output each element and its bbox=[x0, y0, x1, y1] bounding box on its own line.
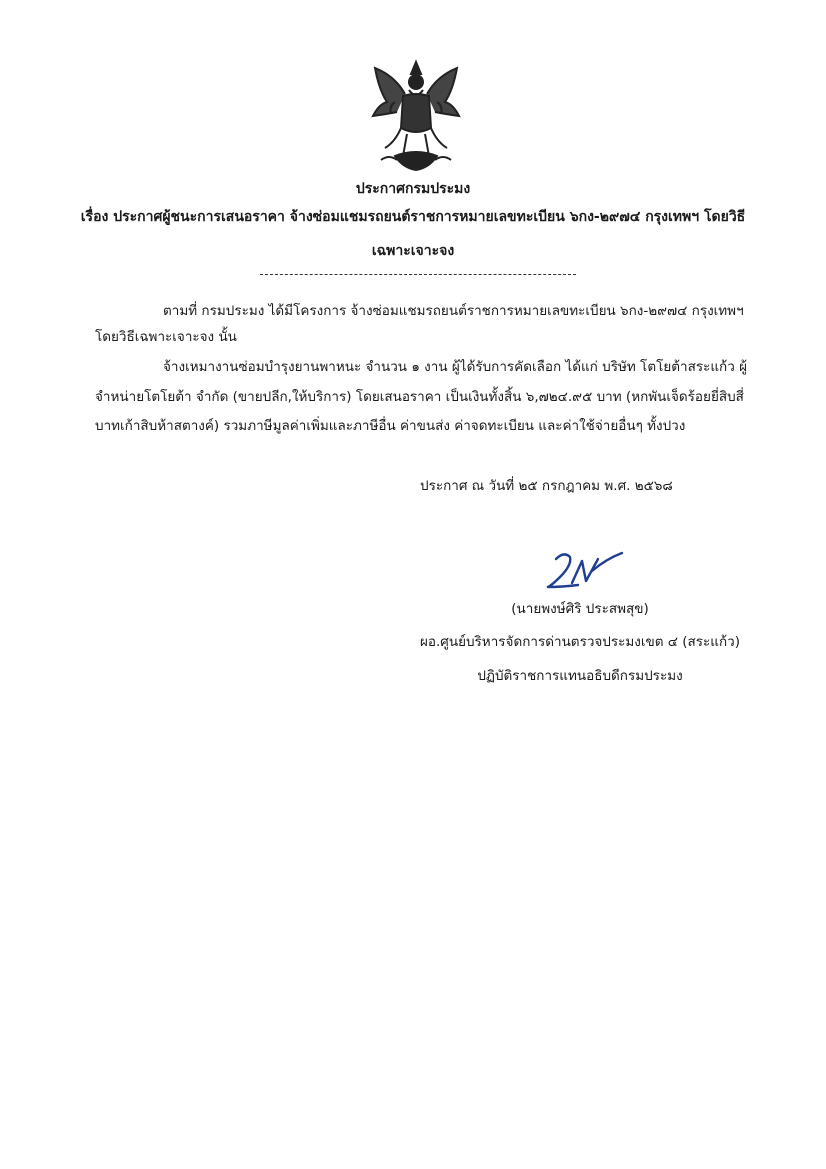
signatory-position: ผอ.ศูนย์บริหารจัดการด่านตรวจประมงเขต ๔ (สระแก้ว) bbox=[419, 634, 741, 650]
garuda-emblem-icon bbox=[365, 56, 467, 174]
signatory-acting-role: ปฏิบัติราชการแทนอธิบดีกรมประมง bbox=[477, 668, 683, 684]
handwritten-signature bbox=[542, 547, 626, 593]
subject-line-continued: เฉพาะเจาะจง bbox=[371, 243, 455, 259]
subject-line: เรื่อง ประกาศผู้ชนะการเสนอราคา จ้างซ่อมแชมรถยนต์ราชการหมายเลขทะเบียน ๖กง-๒๙๗๔ กรุงเทพฯ โดยวิธี bbox=[80, 209, 746, 225]
divider bbox=[260, 274, 576, 275]
paragraph-1-line-1: ตามที่ กรมประมง ได้มีโครงการ จ้างซ่อมแชมรถยนต์ราชการหมายเลขทะเบียน ๖กง-๒๙๗๔ กรุงเทพฯ bbox=[163, 303, 744, 319]
paragraph-2-line-2: จำหน่ายโตโยต้า จำกัด (ขายปลีก,ให้บริการ) โดยเสนอราคา เป็นเงินทั้งสิ้น ๖,๗๒๔.๙๕ บาท (หกพันเจ็ดร้อยยี่สิบสี่ bbox=[95, 389, 744, 405]
document-title: ประกาศกรมประมง bbox=[355, 181, 471, 197]
signatory-name: (นายพงษ์ศิริ ประสพสุข) bbox=[511, 601, 649, 617]
paragraph-2-line-3: บาทเก้าสิบห้าสตางค์) รวมภาษีมูลค่าเพิ่มและภาษีอื่น ค่าขนส่ง ค่าจดทะเบียน และค่าใช้จ่ายอื่นๆ ทั้งปวง bbox=[95, 418, 686, 434]
paragraph-1-line-2: โดยวิธีเฉพาะเจาะจง นั้น bbox=[95, 329, 237, 345]
announcement-date: ประกาศ ณ วันที่ ๒๕ กรกฎาคม พ.ศ. ๒๕๖๘ bbox=[420, 478, 673, 494]
paragraph-2-line-1: จ้างเหมางานซ่อมบำรุงยานพาหนะ จำนวน ๑ งาน ผู้ได้รับการคัดเลือก ได้แก่ บริษัท โตโยต้าสระแก้ว ผู้ bbox=[163, 359, 747, 375]
